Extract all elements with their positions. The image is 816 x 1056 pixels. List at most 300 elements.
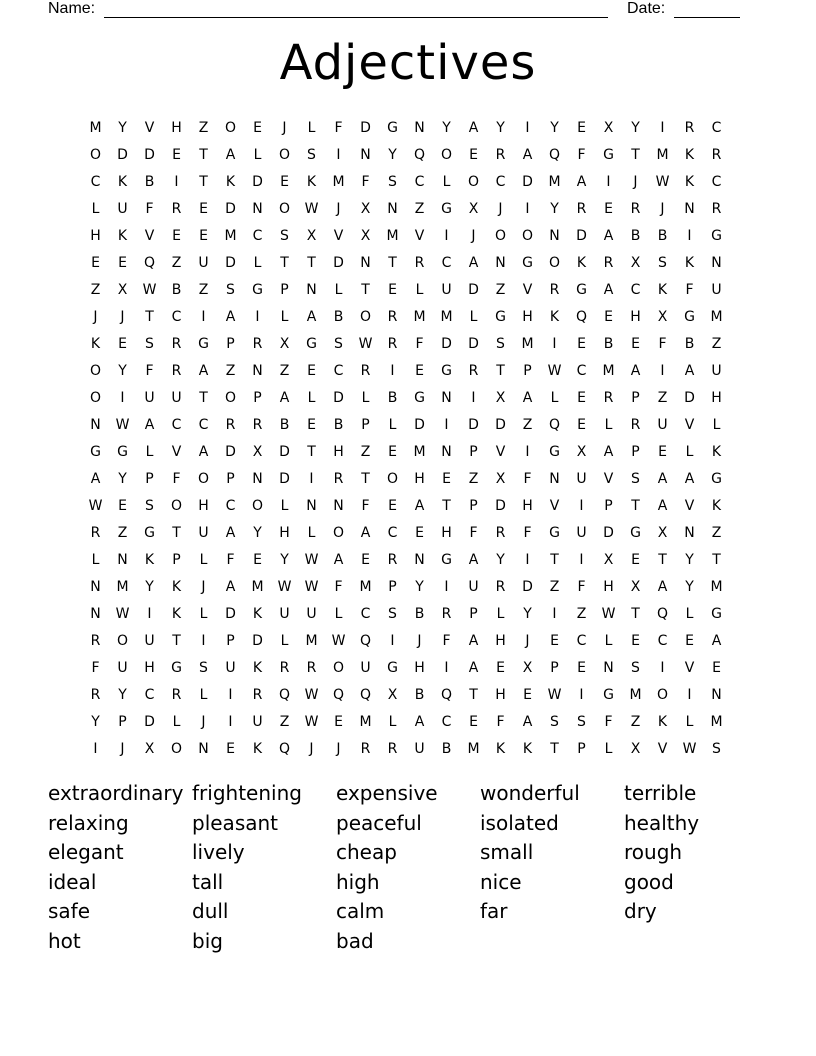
grid-row [82, 276, 730, 303]
grid-letter: X [630, 254, 641, 271]
grid-letter: C [576, 362, 587, 379]
grid-letter: S [388, 173, 397, 190]
grid-letter: J [336, 200, 341, 217]
grid-letter: I [687, 686, 692, 703]
grid-letter: M [710, 578, 723, 595]
grid-letter: V [549, 497, 560, 514]
grid-letter: X [522, 659, 533, 676]
word-list-item: calm [336, 899, 385, 924]
grid-letter: N [333, 497, 344, 514]
grid-letter: U [576, 470, 587, 487]
grid-letter: G [522, 254, 533, 271]
grid-letter: S [631, 659, 640, 676]
grid-letter: F [496, 713, 505, 730]
grid-letter: N [252, 362, 263, 379]
grid-letter: D [495, 416, 506, 433]
grid-row [82, 519, 730, 546]
grid-letter: N [441, 443, 452, 460]
grid-letter: G [576, 281, 587, 298]
grid-letter: E [604, 308, 613, 325]
grid-letter: N [387, 200, 398, 217]
grid-letter: G [252, 281, 263, 298]
grid-letter: R [90, 632, 101, 649]
grid-letter: I [552, 605, 557, 622]
grid-letter: T [307, 254, 316, 271]
grid-row [82, 465, 730, 492]
grid-letter: W [547, 362, 562, 379]
grid-letter: G [387, 119, 398, 136]
grid-letter: Z [522, 416, 533, 433]
grid-letter: Z [711, 335, 722, 352]
grid-letter: E [118, 254, 127, 271]
grid-letter: Z [576, 605, 587, 622]
grid-letter: Q [548, 146, 561, 163]
grid-letter: U [144, 632, 155, 649]
grid-letter: T [307, 443, 316, 460]
grid-letter: V [171, 443, 182, 460]
grid-letter: A [522, 389, 533, 406]
word-list-item: pleasant [192, 810, 279, 835]
grid-letter: K [171, 578, 182, 595]
grid-letter: L [199, 551, 208, 568]
grid-letter: G [711, 605, 722, 622]
word-list-item: ideal [48, 869, 97, 894]
grid-letter: T [361, 281, 370, 298]
word-list-item: isolated [480, 810, 559, 835]
grid-letter: Y [118, 470, 127, 487]
grid-letter: B [387, 389, 398, 406]
grid-row [82, 600, 730, 627]
grid-letter: M [440, 308, 453, 325]
grid-letter: E [334, 713, 343, 730]
grid-letter: M [251, 578, 264, 595]
grid-letter: S [199, 659, 208, 676]
grid-letter: F [361, 173, 370, 190]
grid-letter: L [415, 281, 424, 298]
grid-letter: R [387, 308, 398, 325]
grid-letter: P [550, 659, 559, 676]
grid-letter: A [684, 362, 695, 379]
grid-letter: E [388, 281, 397, 298]
grid-letter: Y [550, 200, 559, 217]
grid-letter: E [91, 254, 100, 271]
grid-letter: X [306, 227, 317, 244]
word-list-item: dull [192, 899, 229, 924]
grid-letter: G [117, 443, 128, 460]
grid-letter: H [144, 659, 155, 676]
word-list-item: relaxing [48, 810, 129, 835]
grid-letter: L [550, 389, 559, 406]
grid-letter: R [171, 362, 182, 379]
grid-letter: G [495, 308, 506, 325]
grid-letter: F [577, 578, 586, 595]
grid-letter: K [252, 659, 263, 676]
header [0, 0, 816, 20]
name-blank-line [104, 17, 608, 18]
grid-letter: O [332, 659, 345, 676]
grid-letter: I [390, 362, 395, 379]
grid-letter: E [685, 632, 694, 649]
grid-letter: K [225, 173, 236, 190]
grid-letter: B [279, 416, 290, 433]
grid-letter: A [576, 173, 587, 190]
grid-letter: Z [279, 362, 290, 379]
grid-letter: D [333, 389, 344, 406]
grid-letter: O [386, 470, 399, 487]
grid-letter: U [279, 605, 290, 622]
grid-letter: W [304, 200, 319, 217]
grid-letter: G [549, 524, 560, 541]
grid-letter: B [414, 686, 425, 703]
grid-letter: O [656, 686, 669, 703]
grid-letter: X [495, 470, 506, 487]
grid-letter: F [685, 281, 694, 298]
grid-letter: B [441, 740, 452, 757]
grid-letter: U [441, 281, 452, 298]
grid-letter: M [224, 227, 237, 244]
grid-letter: R [495, 524, 506, 541]
grid-letter: A [657, 497, 668, 514]
grid-letter: T [199, 146, 208, 163]
grid-letter: X [603, 119, 614, 136]
grid-letter: P [118, 713, 127, 730]
grid-row [82, 330, 730, 357]
grid-letter: M [413, 443, 426, 460]
word-search-grid [82, 114, 730, 762]
grid-letter: O [170, 740, 183, 757]
grid-letter: Q [332, 686, 345, 703]
grid-letter: K [495, 740, 506, 757]
grid-letter: N [711, 686, 722, 703]
grid-letter: U [144, 389, 155, 406]
word-list [48, 779, 768, 957]
grid-letter: I [228, 713, 233, 730]
word-list-item: rough [624, 840, 683, 865]
grid-letter: S [550, 713, 559, 730]
grid-letter: O [278, 146, 291, 163]
grid-letter: H [711, 389, 722, 406]
grid-letter: F [145, 200, 154, 217]
word-list-item: dry [624, 899, 657, 924]
grid-letter: I [579, 686, 584, 703]
grid-row [82, 249, 730, 276]
grid-letter: I [687, 227, 692, 244]
word-list-item: frightening [192, 781, 302, 805]
grid-letter: O [224, 389, 237, 406]
grid-letter: L [280, 632, 289, 649]
grid-letter: C [252, 227, 263, 244]
grid-letter: E [496, 659, 505, 676]
grid-letter: A [225, 578, 236, 595]
grid-letter: A [711, 632, 722, 649]
grid-letter: R [90, 524, 101, 541]
grid-letter: K [711, 497, 722, 514]
grid-letter: V [657, 740, 668, 757]
grid-letter: W [331, 632, 346, 649]
grid-letter: K [657, 281, 668, 298]
grid-letter: I [552, 335, 557, 352]
grid-letter: C [441, 713, 452, 730]
grid-letter: P [388, 578, 397, 595]
grid-letter: K [522, 740, 533, 757]
grid-letter: K [117, 227, 128, 244]
grid-letter: L [469, 308, 478, 325]
grid-letter: T [631, 605, 640, 622]
grid-letter: U [711, 362, 722, 379]
word-list-item: cheap [336, 840, 397, 865]
grid-row [82, 222, 730, 249]
grid-letter: I [255, 308, 260, 325]
page-title: Adjectives [279, 35, 537, 91]
grid-letter: L [604, 632, 613, 649]
grid-row [82, 114, 730, 141]
grid-letter: D [333, 254, 344, 271]
grid-letter: N [252, 200, 263, 217]
grid-letter: A [414, 713, 425, 730]
grid-letter: Y [685, 578, 694, 595]
grid-letter: W [304, 713, 319, 730]
grid-letter: P [145, 470, 154, 487]
grid-letter: K [684, 173, 695, 190]
grid-letter: Y [415, 578, 424, 595]
grid-letter: F [226, 551, 235, 568]
grid-letter: R [171, 200, 182, 217]
grid-letter: J [120, 308, 125, 325]
grid-letter: E [199, 227, 208, 244]
grid-letter: I [201, 632, 206, 649]
grid-letter: R [603, 254, 614, 271]
grid-letter: B [144, 173, 155, 190]
grid-letter: T [442, 497, 451, 514]
grid-letter: Q [143, 254, 156, 271]
grid-letter: M [710, 713, 723, 730]
grid-letter: F [523, 470, 532, 487]
grid-letter: E [388, 497, 397, 514]
grid-letter: Q [278, 686, 291, 703]
grid-letter: D [684, 389, 695, 406]
grid-letter: Q [359, 632, 372, 649]
grid-letter: Q [656, 605, 669, 622]
grid-letter: L [307, 524, 316, 541]
grid-letter: V [414, 227, 425, 244]
grid-letter: L [91, 551, 100, 568]
grid-letter: E [577, 416, 586, 433]
grid-letter: O [89, 362, 102, 379]
grid-letter: Z [495, 281, 506, 298]
grid-letter: H [522, 308, 533, 325]
grid-letter: X [630, 740, 641, 757]
grid-letter: O [278, 200, 291, 217]
grid-letter: P [469, 443, 478, 460]
grid-letter: G [171, 659, 182, 676]
grid-letter: G [441, 362, 452, 379]
grid-letter: A [90, 470, 101, 487]
grid-letter: E [712, 659, 721, 676]
grid-letter: F [361, 497, 370, 514]
grid-letter: N [684, 524, 695, 541]
grid-letter: A [198, 362, 209, 379]
grid-letter: J [93, 308, 98, 325]
grid-letter: J [201, 713, 206, 730]
word-list-item: bad [336, 928, 374, 953]
grid-letter: P [523, 362, 532, 379]
grid-letter: S [712, 740, 721, 757]
grid-row [82, 492, 730, 519]
grid-letter: Z [360, 443, 371, 460]
grid-letter: V [495, 443, 506, 460]
grid-letter: I [444, 659, 449, 676]
grid-letter: D [252, 632, 263, 649]
grid-letter: M [305, 632, 318, 649]
grid-letter: S [307, 146, 316, 163]
grid-letter: K [657, 713, 668, 730]
grid-letter: T [361, 470, 370, 487]
grid-letter: Y [388, 146, 397, 163]
grid-letter: C [495, 173, 506, 190]
grid-letter: F [523, 524, 532, 541]
grid-letter: L [388, 416, 397, 433]
grid-letter: O [224, 119, 237, 136]
grid-letter: F [334, 578, 343, 595]
grid-letter: H [198, 497, 209, 514]
word-list-item: high [336, 869, 380, 894]
grid-letter: L [604, 740, 613, 757]
grid-letter: W [304, 551, 319, 568]
grid-letter: B [630, 227, 641, 244]
grid-letter: K [711, 443, 722, 460]
grid-letter: M [629, 686, 642, 703]
grid-letter: Q [413, 146, 426, 163]
grid-letter: D [414, 416, 425, 433]
grid-letter: Z [225, 362, 236, 379]
grid-letter: X [387, 686, 398, 703]
grid-letter: R [252, 686, 263, 703]
grid-letter: H [603, 578, 614, 595]
grid-letter: E [523, 686, 532, 703]
grid-letter: L [685, 605, 694, 622]
grid-letter: G [711, 227, 722, 244]
grid-letter: V [684, 497, 695, 514]
word-list-item: expensive [336, 781, 438, 805]
grid-letter: U [657, 416, 668, 433]
grid-letter: D [495, 497, 506, 514]
grid-letter: A [468, 632, 479, 649]
word-list-item: nice [480, 869, 522, 894]
grid-letter: P [577, 740, 586, 757]
grid-letter: D [117, 146, 128, 163]
grid-letter: F [172, 470, 181, 487]
grid-letter: R [576, 200, 587, 217]
grid-letter: P [631, 443, 640, 460]
grid-letter: X [279, 335, 290, 352]
grid-row [82, 546, 730, 573]
grid-letter: T [172, 632, 181, 649]
grid-letter: G [603, 146, 614, 163]
grid-letter: X [603, 551, 614, 568]
grid-letter: I [309, 470, 314, 487]
grid-letter: N [603, 659, 614, 676]
grid-letter: N [90, 416, 101, 433]
grid-letter: O [521, 227, 534, 244]
grid-letter: R [549, 281, 560, 298]
grid-letter: D [522, 173, 533, 190]
grid-letter: D [468, 281, 479, 298]
grid-letter: U [306, 605, 317, 622]
grid-letter: R [630, 416, 641, 433]
grid-letter: U [225, 659, 236, 676]
grid-letter: W [142, 281, 157, 298]
grid-letter: P [469, 497, 478, 514]
grid-letter: L [334, 281, 343, 298]
grid-letter: N [360, 146, 371, 163]
grid-letter: E [415, 524, 424, 541]
grid-letter: E [577, 335, 586, 352]
grid-letter: J [471, 227, 476, 244]
grid-letter: S [334, 335, 343, 352]
grid-letter: V [603, 470, 614, 487]
grid-letter: I [525, 200, 530, 217]
grid-letter: I [525, 443, 530, 460]
grid-letter: A [198, 443, 209, 460]
grid-letter: R [495, 578, 506, 595]
grid-letter: F [442, 632, 451, 649]
word-list-item: lively [192, 840, 245, 865]
grid-letter: U [198, 254, 209, 271]
grid-letter: D [279, 470, 290, 487]
grid-row [82, 573, 730, 600]
grid-letter: C [333, 362, 344, 379]
grid-letter: E [172, 146, 181, 163]
grid-letter: J [336, 740, 341, 757]
grid-letter: X [252, 443, 263, 460]
grid-letter: S [388, 605, 397, 622]
grid-letter: D [603, 524, 614, 541]
grid-letter: C [360, 605, 371, 622]
grid-letter: A [279, 389, 290, 406]
grid-letter: G [441, 200, 452, 217]
grid-letter: T [550, 551, 559, 568]
grid-letter: D [225, 605, 236, 622]
grid-letter: V [144, 119, 155, 136]
grid-letter: H [414, 659, 425, 676]
grid-letter: M [521, 335, 534, 352]
grid-row [82, 627, 730, 654]
grid-letter: U [198, 524, 209, 541]
grid-letter: G [711, 470, 722, 487]
grid-letter: L [604, 416, 613, 433]
grid-letter: P [469, 605, 478, 622]
word-list-item: elegant [48, 840, 124, 865]
grid-letter: N [198, 740, 209, 757]
grid-letter: M [386, 227, 399, 244]
grid-letter: R [711, 200, 722, 217]
grid-letter: L [280, 308, 289, 325]
grid-letter: A [468, 659, 479, 676]
grid-letter: R [171, 335, 182, 352]
grid-letter: G [630, 524, 641, 541]
grid-letter: L [307, 389, 316, 406]
grid-letter: A [360, 524, 371, 541]
grid-letter: O [440, 146, 453, 163]
grid-letter: O [359, 308, 372, 325]
grid-letter: M [548, 173, 561, 190]
grid-letter: Q [278, 740, 291, 757]
grid-row [82, 708, 730, 735]
grid-letter: I [660, 119, 665, 136]
grid-letter: W [358, 335, 373, 352]
grid-letter: O [332, 524, 345, 541]
grid-letter: E [388, 443, 397, 460]
